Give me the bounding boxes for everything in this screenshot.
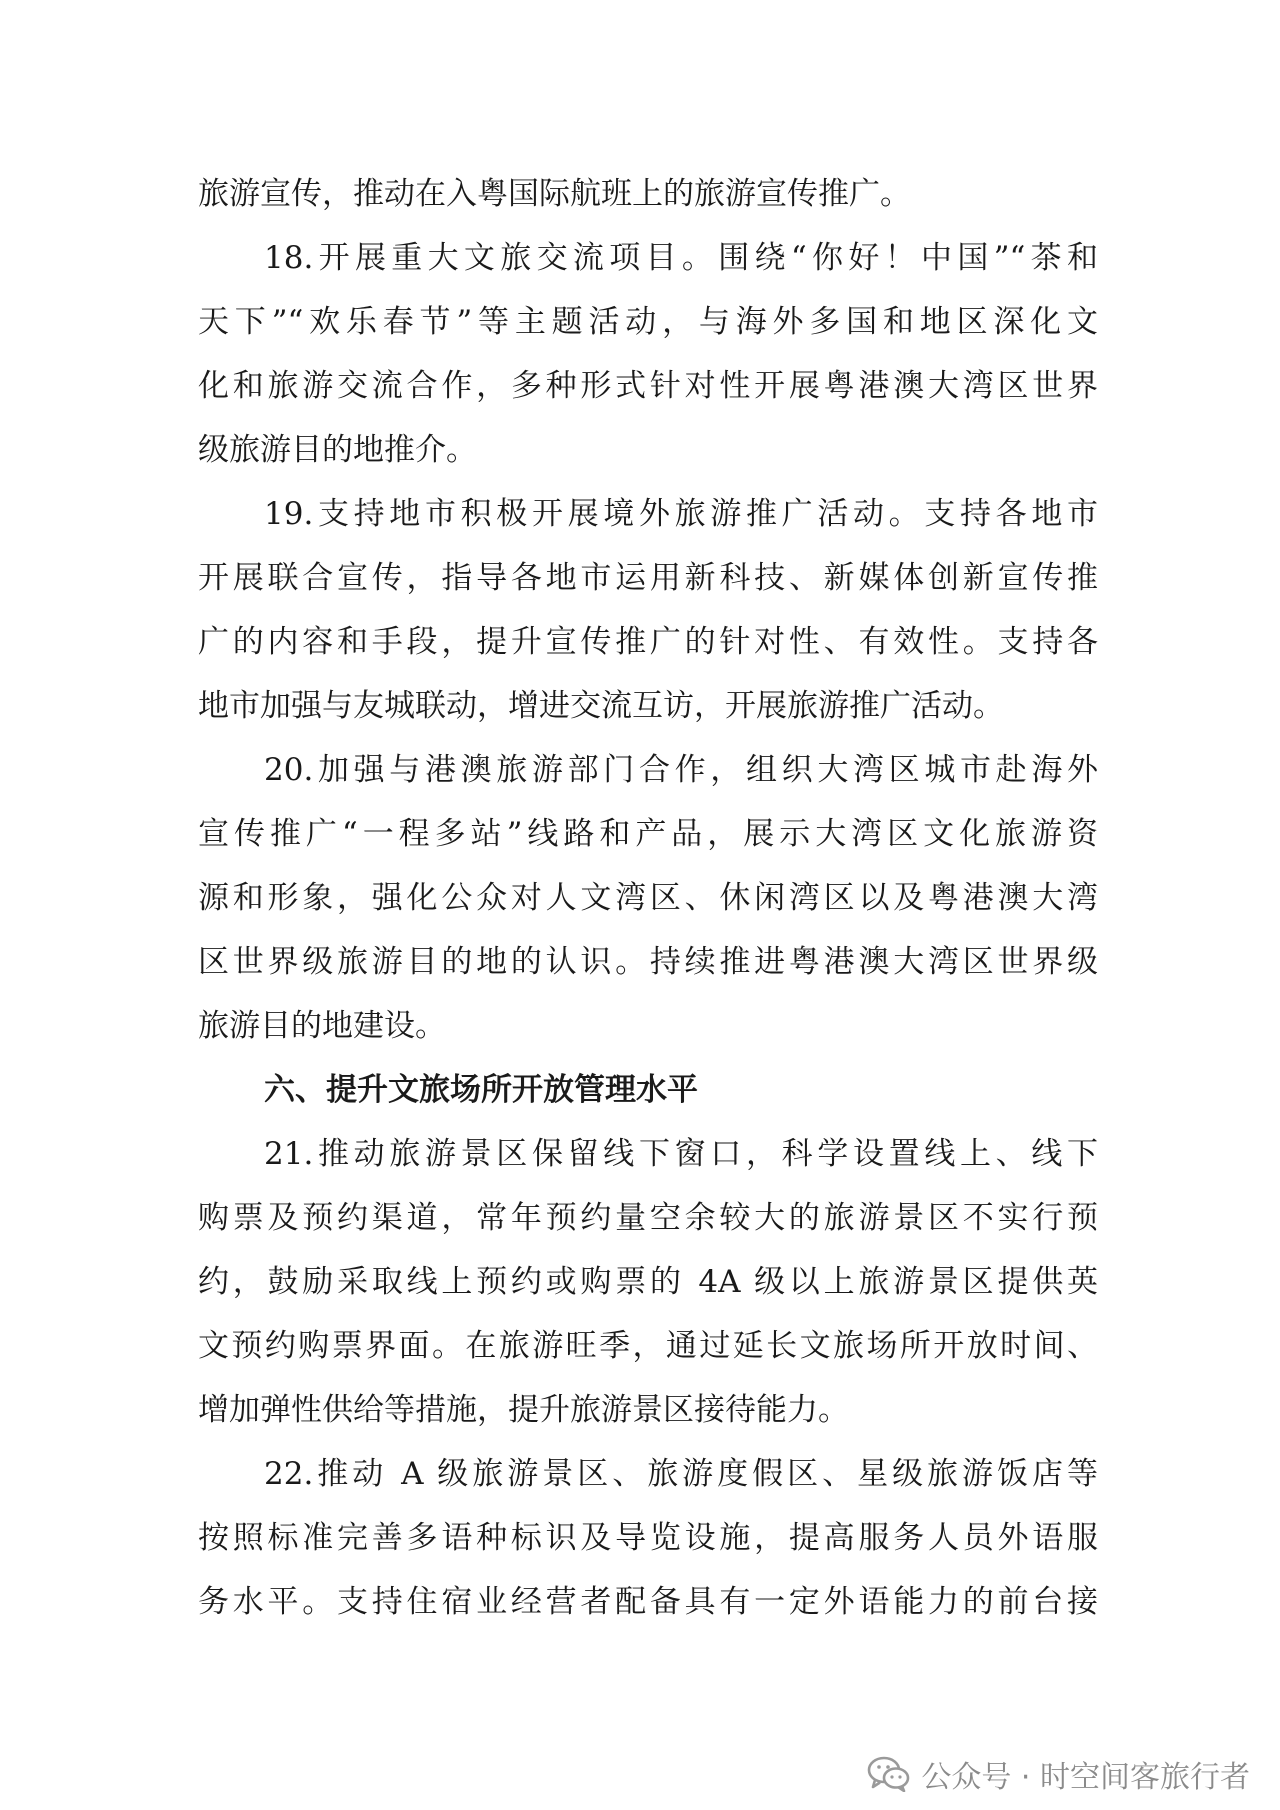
text-line: 20.加强与港澳旅游部门合作，组织大湾区城市赴海外: [264, 752, 1098, 788]
text-line: 级旅游目的地推介。: [198, 432, 477, 468]
text-line: 增加弹性供给等措施，提升旅游景区接待能力。: [198, 1392, 849, 1428]
text-line: 文预约购票界面。在旅游旺季，通过延长文旅场所开放时间、: [198, 1328, 1098, 1364]
watermark-text: 公众号 · 时空间客旅行者: [921, 1760, 1250, 1795]
document-body: [198, 162, 1098, 1634]
text-line: 21.推动旅游景区保留线下窗口，科学设置线上、线下: [264, 1136, 1098, 1172]
watermark: [867, 1752, 1250, 1796]
text-line: 购票及预约渠道，常年预约量空余较大的旅游景区不实行预: [198, 1200, 1098, 1236]
wechat-icon: [867, 1756, 911, 1792]
paragraph-18: [198, 226, 1098, 482]
text-line: 地市加强与友城联动，增进交流互访，开展旅游推广活动。: [198, 688, 1004, 724]
paragraph-20: [198, 738, 1098, 1058]
paragraph-17-tail: [198, 162, 1098, 226]
text-line: 开展联合宣传，指导各地市运用新科技、新媒体创新宣传推: [198, 560, 1098, 596]
text-line: 18.开展重大文旅交流项目。围绕“你好！中国”“茶和: [264, 240, 1098, 276]
section-heading: 六、提升文旅场所开放管理水平: [264, 1072, 698, 1108]
text-line: 区世界级旅游目的地的认识。持续推进粤港澳大湾区世界级: [198, 944, 1098, 980]
text-line: 22.推动 A 级旅游景区、旅游度假区、星级旅游饭店等: [264, 1456, 1098, 1492]
text-line: 广的内容和手段，提升宣传推广的针对性、有效性。支持各: [198, 624, 1098, 660]
text-line: 宣传推广“一程多站”线路和产品，展示大湾区文化旅游资: [198, 816, 1098, 852]
text-line: 按照标准完善多语种标识及导览设施，提高服务人员外语服: [198, 1520, 1098, 1556]
text-line: 化和旅游交流合作，多种形式针对性开展粤港澳大湾区世界: [198, 368, 1098, 404]
text-line: 旅游宣传，推动在入粤国际航班上的旅游宣传推广。: [198, 176, 911, 212]
text-line: 天下”“欢乐春节”等主题活动，与海外多国和地区深化文: [198, 304, 1098, 340]
text-line: 19.支持地市积极开展境外旅游推广活动。支持各地市: [264, 496, 1098, 532]
text-line: 源和形象，强化公众对人文湾区、休闲湾区以及粤港澳大湾: [198, 880, 1098, 916]
paragraph-19: [198, 482, 1098, 738]
text-line: 旅游目的地建设。: [198, 1008, 446, 1044]
paragraph-21: [198, 1122, 1098, 1442]
text-line: 务水平。支持住宿业经营者配备具有一定外语能力的前台接: [198, 1584, 1098, 1620]
text-line: 约，鼓励采取线上预约或购票的 4A 级以上旅游景区提供英: [198, 1264, 1098, 1300]
paragraph-22: [198, 1442, 1098, 1634]
